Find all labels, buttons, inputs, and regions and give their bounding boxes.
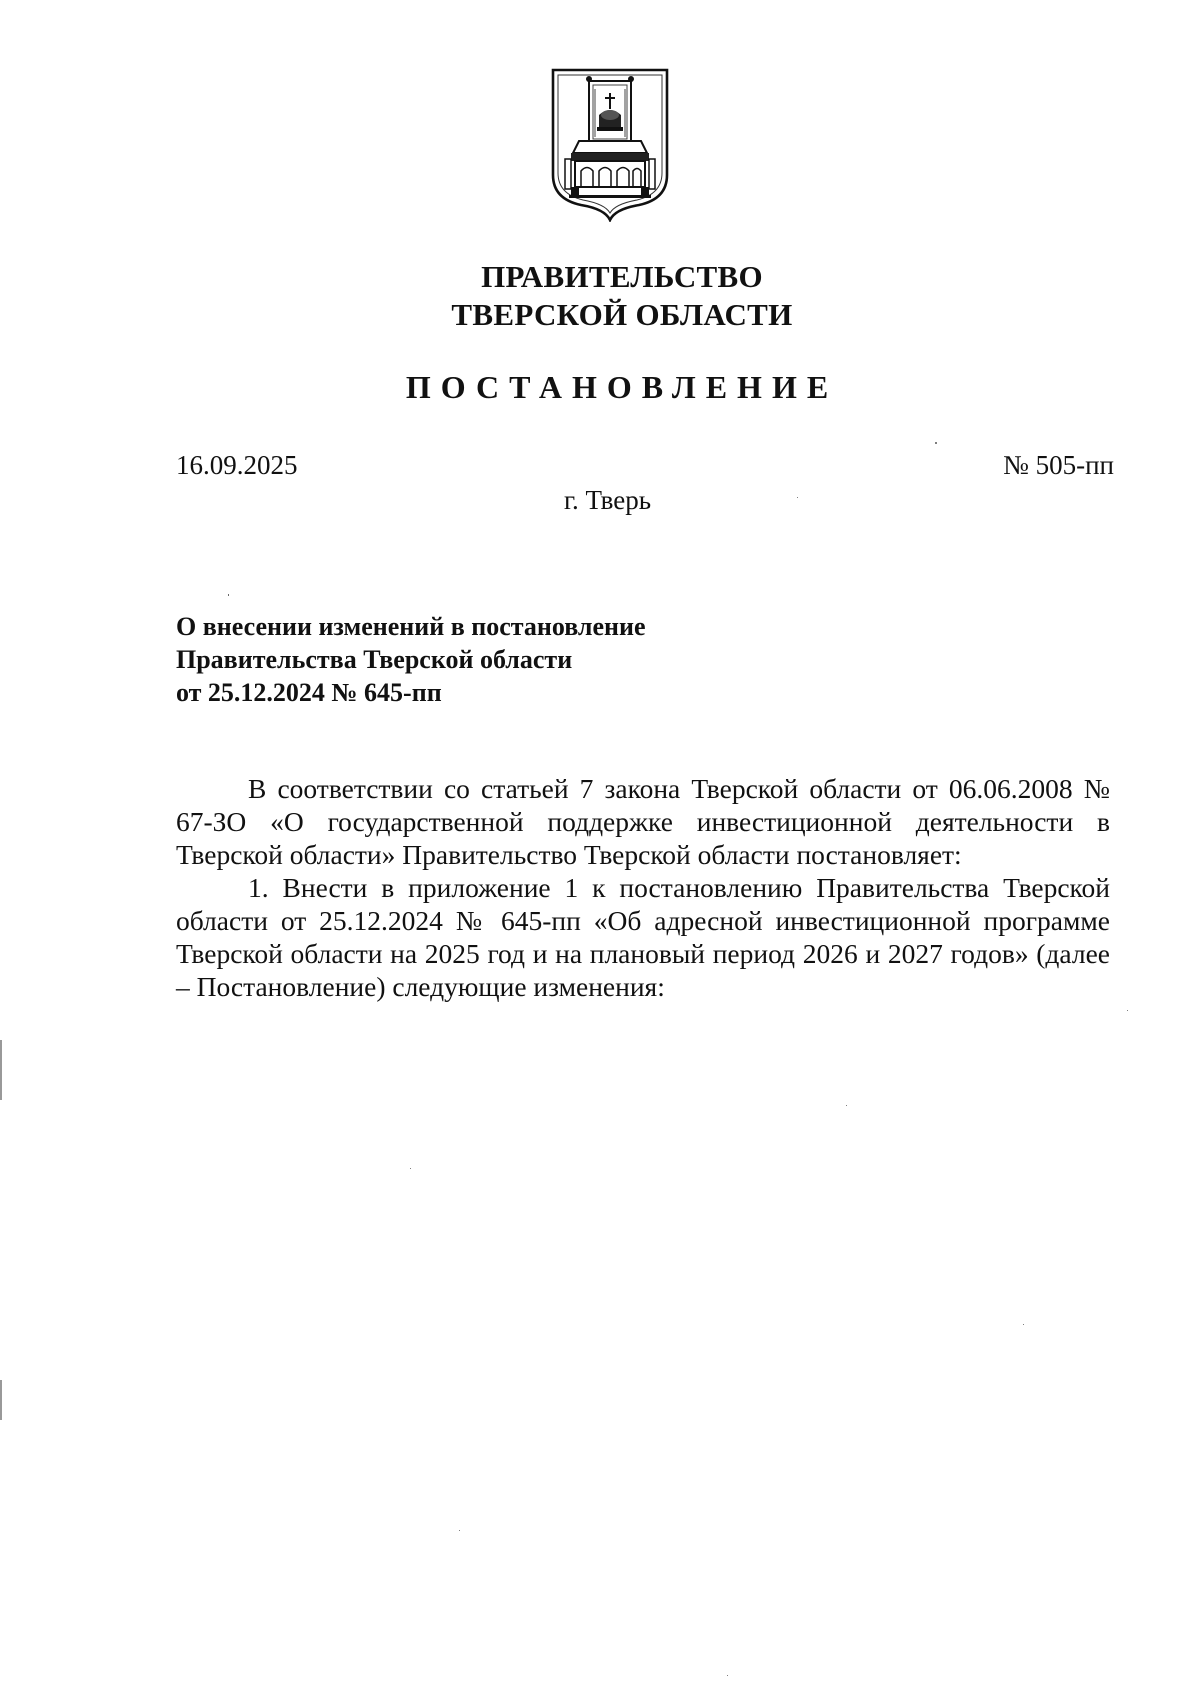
body-paragraph-preamble: В соответствии со статьей 7 закона Тверской области от 06.06.2008 № 67-ЗО «О государственной поддержке инвестиционной деятельности в Тверской области» Правительство Тверской области постановляет:	[176, 773, 1110, 870]
scan-speck	[1127, 1010, 1128, 1011]
document-title-line3: от 25.12.2024 № 645-пп	[176, 678, 442, 707]
document-number: № 505-пп	[1003, 450, 1114, 480]
document-city: г. Тверь	[563, 485, 652, 515]
scan-speck	[797, 497, 798, 498]
document-title	[176, 610, 646, 709]
scan-speck	[228, 594, 229, 596]
document-type-heading: ПОСТАНОВЛЕНИЕ	[405, 369, 839, 405]
scan-speck	[1023, 1324, 1024, 1325]
scan-speck	[935, 442, 937, 444]
scan-speck	[410, 1168, 411, 1169]
scan-edge-mark	[0, 1380, 2, 1420]
organization-name-line2: ТВЕРСКОЙ ОБЛАСТИ	[451, 297, 793, 332]
scan-speck	[846, 1105, 847, 1106]
document-date: 16.09.2025	[176, 450, 298, 480]
document-body	[176, 772, 1110, 1003]
body-paragraph-item-1: 1. Внести в приложение 1 к постановлению Правительства Тверской области от 25.12.2024 № 645-пп «Об адресной инвестиционной программе Тверской области на 2025 год и на плановый период 2026 и 2027 годов» (далее – Постановление) следующие изменения:	[176, 872, 1110, 1002]
organization-name-line1: ПРАВИТЕЛЬСТВО	[481, 259, 763, 294]
document-title-line2: Правительства Тверской области	[176, 645, 573, 674]
document-title-line1: О внесении изменений в постановление	[176, 612, 646, 641]
scan-speck	[459, 1530, 460, 1531]
scan-edge-mark	[0, 1040, 2, 1100]
tver-coat-of-arms-icon	[549, 67, 671, 222]
scan-speck	[727, 1675, 728, 1676]
